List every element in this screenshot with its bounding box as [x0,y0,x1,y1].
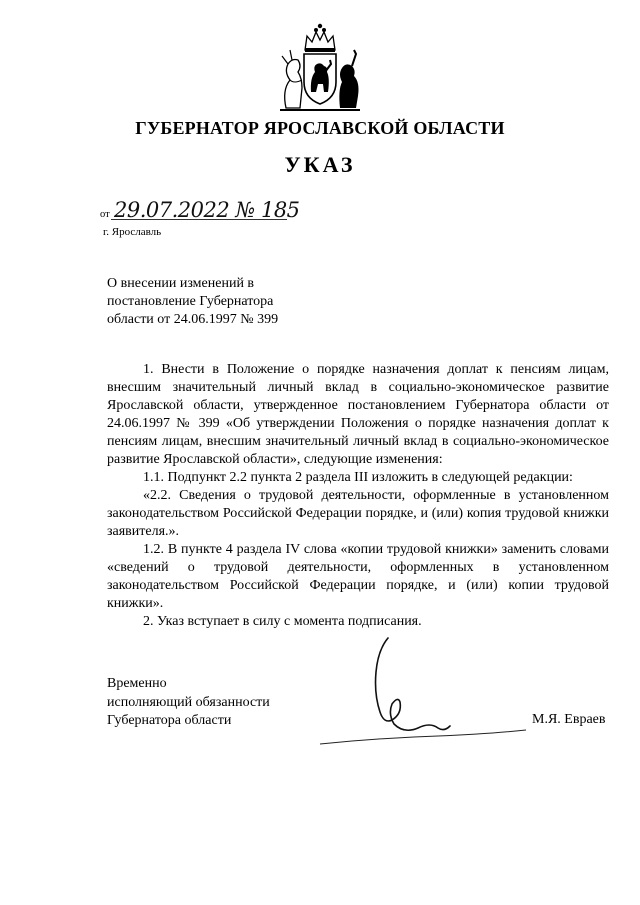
yaroslavl-coat-of-arms-icon [268,20,372,116]
handwritten-signature [318,632,528,750]
city-label: г. Ярославль [103,226,162,238]
body-paragraph: 2. Указ вступает в силу с момента подписания. [143,614,422,629]
body-paragraph: 1. Внести в Положение о порядке назначения доплат к пенсиям лицам, внесшим значительный личный вклад в социально-экономическое развитие Ярославской области, утвержденное постановлением Губернатора области от 24.06.1997 № 399 «Об утверждении Положения о порядке назначения доплат к пенсиям лицам, внесшим значительный личный вклад в социально-экономическое развитие Ярославской области», следующие изменения: [107,362,609,467]
subject-line: постановление Губернатора [107,294,274,309]
signatory-position [107,675,270,731]
subject-line: области от 24.06.1997 № 399 [107,312,279,327]
document-body [107,361,609,631]
signatory-name: М.Я. Евраев [532,712,606,727]
position-line: Временно [107,676,167,691]
body-paragraph: 1.2. В пункте 4 раздела IV слова «копии трудовой книжки» заменить словами «сведений о трудовой деятельности, оформленных в установленном законодательством Российской Федерации порядке, и (или) копии трудовой книжки». [107,542,609,611]
date-number-handwritten: 29.07.2022 № 185 [114,198,300,222]
date-prefix: от [100,209,110,220]
date-number-line [100,200,300,226]
position-line: исполняющий обязанности [107,694,270,710]
body-paragraph: «2.2. Сведения о трудовой деятельности, оформленные в установленном законодательством Российской Федерации порядке, и (или) копия трудовой книжки заявителя.». [107,488,609,539]
subject-line: О внесении изменений в [107,276,255,291]
issuing-authority: ГУБЕРНАТОР ЯРОСЛАВСКОЙ ОБЛАСТИ [135,118,505,138]
document-subject [107,275,278,329]
body-paragraph: 1.1. Подпункт 2.2 пункта 2 раздела III изложить в следующей редакции: [143,470,573,485]
position-line: Губернатора области [107,713,232,728]
document-type-title: УКАЗ [284,152,356,177]
